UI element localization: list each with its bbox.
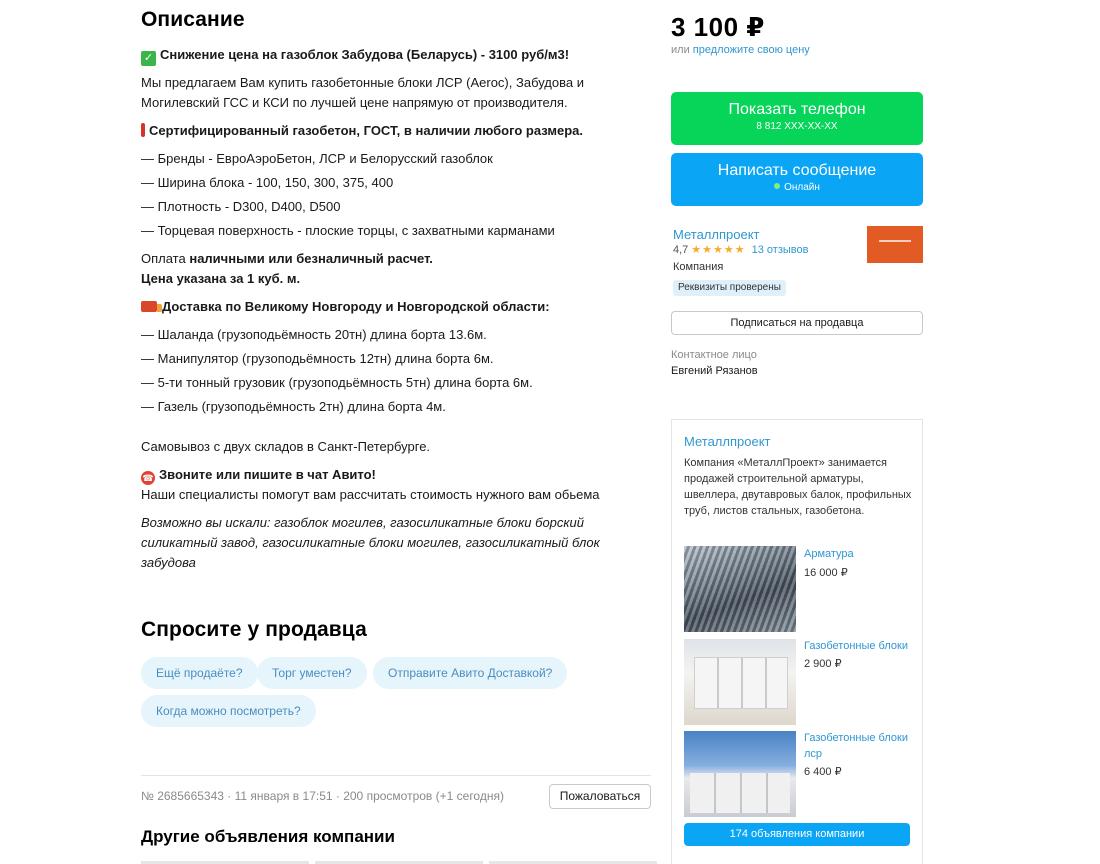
company-card-description: Компания «МеталлПроект» занимается продажей строительной арматуры, швеллера, двутавровых балок, профильных труб, листов стальных, газобетона. <box>684 457 912 517</box>
offer-price-link[interactable]: предложите свою цену <box>692 44 810 56</box>
contact-name: Евгений Рязанов <box>671 365 758 377</box>
price-per-line: Цена указана за 1 куб. м. <box>141 271 301 286</box>
ask-seller-heading: Спросите у продавца <box>141 618 367 641</box>
online-text: Онлайн <box>784 182 820 193</box>
product-link[interactable]: Арматура <box>804 548 854 560</box>
quick-question-chip[interactable]: Торг уместен? <box>257 657 367 689</box>
product-image-blocks-lsr[interactable] <box>684 731 796 817</box>
quick-question-chip[interactable]: Ещё продаёте? <box>141 657 258 689</box>
price: 3 100 ₽ <box>671 12 765 42</box>
pickup-line: Самовывоз с двух складов в Санкт-Петербурге. <box>141 439 431 454</box>
product-image-blocks[interactable] <box>684 639 796 725</box>
truck-icon <box>141 301 157 312</box>
payment-bold: наличными или безналичный расчет. <box>189 251 433 266</box>
payment-line <box>141 249 433 269</box>
quick-question-chip[interactable]: Когда можно посмотреть? <box>141 695 316 727</box>
phone-icon: ☎ <box>142 473 154 483</box>
listing-meta: № 2685665343 · 11 января в 17:51 · 200 просмотров (+1 сегодня) <box>141 789 504 803</box>
description-intro: Мы предлагаем Вам купить газобетонные блоки ЛСР (Aeroc), Забудова и Могилевский ГСС и КСИ по лучшей цене напрямую от производителя. <box>141 75 584 110</box>
delivery-item: — Газель (грузоподьёмность 2тн) длина борта 4м. <box>141 399 446 414</box>
show-phone-label: Показать телефон <box>728 101 866 118</box>
feature-item: — Торцевая поверхность - плоские торцы, с захватными карманами <box>141 223 555 238</box>
certified-text: Сертифицированный газобетон, ГОСТ, в наличии любого размера. <box>149 123 583 138</box>
payment-prefix: Оплата <box>141 251 190 266</box>
subscribe-button[interactable]: Подписаться на продавца <box>671 311 923 335</box>
seller-type: Компания <box>673 261 724 273</box>
delivery-heading <box>141 297 651 317</box>
masked-phone: 8 812 XXX-XX-XX <box>756 121 838 132</box>
product-link[interactable]: Газобетонные блоки лср <box>804 732 908 760</box>
rating-value: 4,7 <box>673 244 689 256</box>
verified-badge: Реквизиты проверены <box>673 280 786 296</box>
call-text: Наши специалисты помогут вам рассчитать стоимость нужного вам обьема <box>141 487 600 502</box>
write-message-button[interactable] <box>671 153 923 206</box>
online-dot-icon <box>774 183 780 189</box>
call-heading <box>141 465 376 485</box>
exclamation-icon <box>141 123 145 137</box>
description-heading: Описание <box>141 8 245 31</box>
show-phone-button[interactable] <box>671 92 923 145</box>
description-headline <box>141 45 651 66</box>
product-price: 2 900 ₽ <box>804 658 842 670</box>
product-image-rebar[interactable] <box>684 546 796 632</box>
offer-line <box>671 44 810 56</box>
other-ads-heading: Другие объявления компании <box>141 827 395 846</box>
company-card-title[interactable]: Металлпроект <box>684 434 771 449</box>
call-heading-text: Звоните или пишите в чат Авито! <box>159 467 376 482</box>
offer-prefix: или <box>671 44 693 56</box>
contact-label: Контактное лицо <box>671 349 757 361</box>
write-message-label: Написать сообщение <box>717 162 877 179</box>
delivery-item: — Шаланда (грузоподьёмность 20тн) длина борта 13.6м. <box>141 327 487 342</box>
rating-stars-icon: ★★★★★ <box>691 244 746 256</box>
logo-mark-icon <box>879 240 911 242</box>
seller-name-link[interactable]: Металлпроект <box>673 227 760 242</box>
divider <box>141 775 651 776</box>
seller-logo[interactable] <box>867 226 923 263</box>
certified-line <box>141 121 651 141</box>
product-price: 16 000 ₽ <box>804 567 848 579</box>
product-link[interactable]: Газобетонные блоки <box>804 640 908 652</box>
delivery-item: — 5-ти тонный грузовик (грузоподьёмность 5тн) длина борта 6м. <box>141 375 533 390</box>
product-price: 6 400 ₽ <box>804 766 842 778</box>
seller-rating <box>673 243 808 256</box>
delivery-heading-text: Доставка по Великому Новгороду и Новгородской области: <box>162 299 550 314</box>
checkmark-icon: ✓ <box>141 51 156 66</box>
online-status <box>671 182 923 193</box>
feature-item: — Плотность - D300, D400, D500 <box>141 199 341 214</box>
reviews-link[interactable]: 13 отзывов <box>751 244 809 256</box>
report-button[interactable]: Пожаловаться <box>549 784 651 809</box>
quick-question-chip[interactable]: Отправите Авито Доставкой? <box>373 657 567 689</box>
delivery-item: — Манипулятор (грузоподьёмность 12тн) длина борта 6м. <box>141 351 494 366</box>
feature-item: — Ширина блока - 100, 150, 300, 375, 400 <box>141 175 394 190</box>
keywords-text: Возможно вы искали: газоблок могилев, газосиликатные блоки борский силикатный завод, газосиликатные блоки могилев, газосиликатный блок забудова <box>141 515 600 570</box>
headline-text: Снижение цена на газоблок Забудова (Беларусь) - 3100 руб/м3! <box>160 47 570 62</box>
feature-item: — Бренды - ЕвроАэроБетон, ЛСР и Белорусский газоблок <box>141 151 493 166</box>
all-company-ads-button[interactable]: 174 объявления компании <box>684 823 910 846</box>
